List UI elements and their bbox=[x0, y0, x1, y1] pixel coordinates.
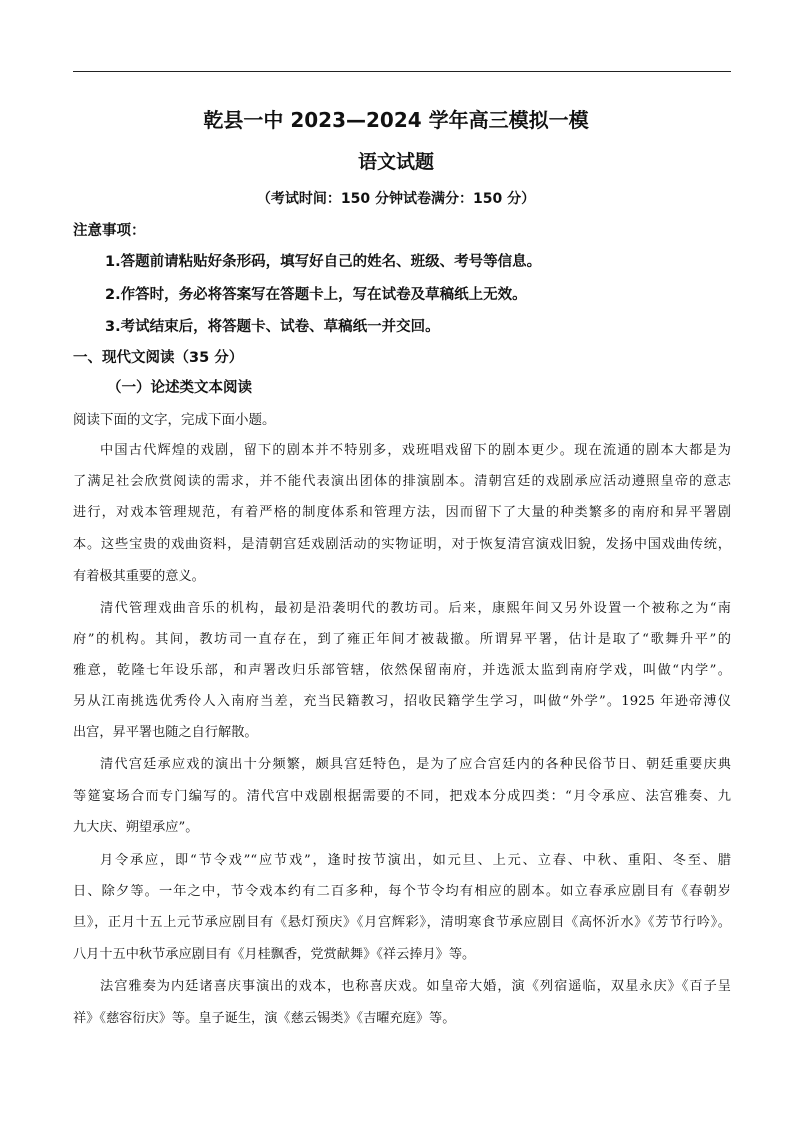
exam-title: 乾县一中 2023—2024 学年高三模拟一模 bbox=[203, 108, 589, 132]
passage-line: 等筵宴场合而专门编写的。清代宫中戏剧根据需要的不同，把戏本分成四类：“月令承应、法宫雅奏、九 bbox=[73, 789, 731, 804]
passage-line: 法宫雅奏为内廷诸喜庆事演出的戏本，也称喜庆戏。如皇帝大婚，演《列宿遥临，双星永庆》《百子呈 bbox=[100, 979, 731, 994]
passage-line: 进行，对戏本管理规范，有着严格的制度体系和管理方法，因而留下了大量的种类繁多的南府和昇平署剧 bbox=[73, 505, 731, 520]
passage-line: 月令承应，即“节令戏”“应节戏”，逢时按节演出，如元旦、上元、立春、中秋、重阳、冬至、腊 bbox=[100, 853, 731, 868]
passage-line: 另从江南挑选优秀伶人入南府当差，充当民籍教习，招收民籍学生学习，叫做“外学”。1925 年逊帝溥仪 bbox=[73, 694, 731, 709]
subsection-heading: （一）论述类文本阅读 bbox=[107, 380, 252, 396]
exam-info: （考试时间：150 分钟试卷满分：150 分） bbox=[256, 191, 536, 207]
passage-line: 九大庆、朔望承应”。 bbox=[73, 820, 199, 835]
passage-line: 有着极其重要的意义。 bbox=[73, 569, 205, 584]
passage-line: 清代管理戏曲音乐的机构，最初是沿袭明代的教坊司。后来，康熙年间又另外设置一个被称之为“南 bbox=[100, 601, 731, 616]
passage-line: 八月十五中秋节承应剧目有《月桂飘香，党赏献舞》《祥云捧月》等。 bbox=[73, 947, 476, 962]
passage-line: 本。这些宝贵的戏曲资料，是清朝宫廷戏剧活动的实物证明，对于恢复清宫演戏旧貌，发扬中国戏曲传统， bbox=[73, 537, 731, 552]
section-heading: 一、现代文阅读（35 分） bbox=[73, 350, 244, 366]
header-rule bbox=[73, 71, 731, 72]
notice-item: 1.答题前请粘贴好条形码，填写好自己的姓名、班级、考号等信息。 bbox=[105, 254, 542, 270]
notice-item: 3.考试结束后，将答题卡、试卷、草稿纸一并交回。 bbox=[105, 319, 440, 335]
passage-line: 祥》《慈容衍庆》等。皇子诞生，演《慈云锡类》《吉曜充庭》等。 bbox=[73, 1011, 456, 1026]
notice-item: 2.作答时，务必将答案写在答题卡上，写在试卷及草稿纸上无效。 bbox=[105, 287, 527, 303]
passage-line: 旦》，正月十五上元节承应剧目有《悬灯预庆》《月宫辉彩》，清明寒食节承应剧目《高怀沂水》《芳节行吟》。 bbox=[73, 915, 731, 930]
passage-line: 了满足社会欣赏阅读的需求，并不能代表演出团体的排演剧本。清朝宫廷的戏剧承应活动遵照皇帝的意志 bbox=[73, 474, 731, 489]
notice-heading: 注意事项： bbox=[73, 223, 146, 239]
passage-line: 中国古代辉煌的戏剧，留下的剧本并不特别多，戏班唱戏留下的剧本更少。现在流通的剧本大都是为 bbox=[100, 443, 731, 458]
passage-line: 清代宫廷承应戏的演出十分频繁，颇具宫廷特色，是为了应合宫廷内的各种民俗节日、朝廷重要庆典 bbox=[100, 757, 731, 772]
subject-title: 语文试题 bbox=[357, 151, 434, 173]
passage-line: 日、除夕等。一年之中，节令戏本约有二百多种，每个节令均有相应的剧本。如立春承应剧目有《春朝岁 bbox=[73, 884, 731, 899]
reading-instruction: 阅读下面的文字，完成下面小题。 bbox=[73, 412, 276, 428]
passage-line: 府”的机构。其间，教坊司一直存在，到了雍正年间才被裁撤。所谓昇平署，估计是取了“歌舞升平”的 bbox=[73, 632, 731, 647]
passage-line: 雅意，乾隆七年设乐部，和声署改归乐部管辖，依然保留南府，并选派太监到南府学戏，叫做“内学”。 bbox=[73, 663, 731, 678]
passage-line: 出宫，昇平署也随之自行解散。 bbox=[73, 725, 258, 740]
